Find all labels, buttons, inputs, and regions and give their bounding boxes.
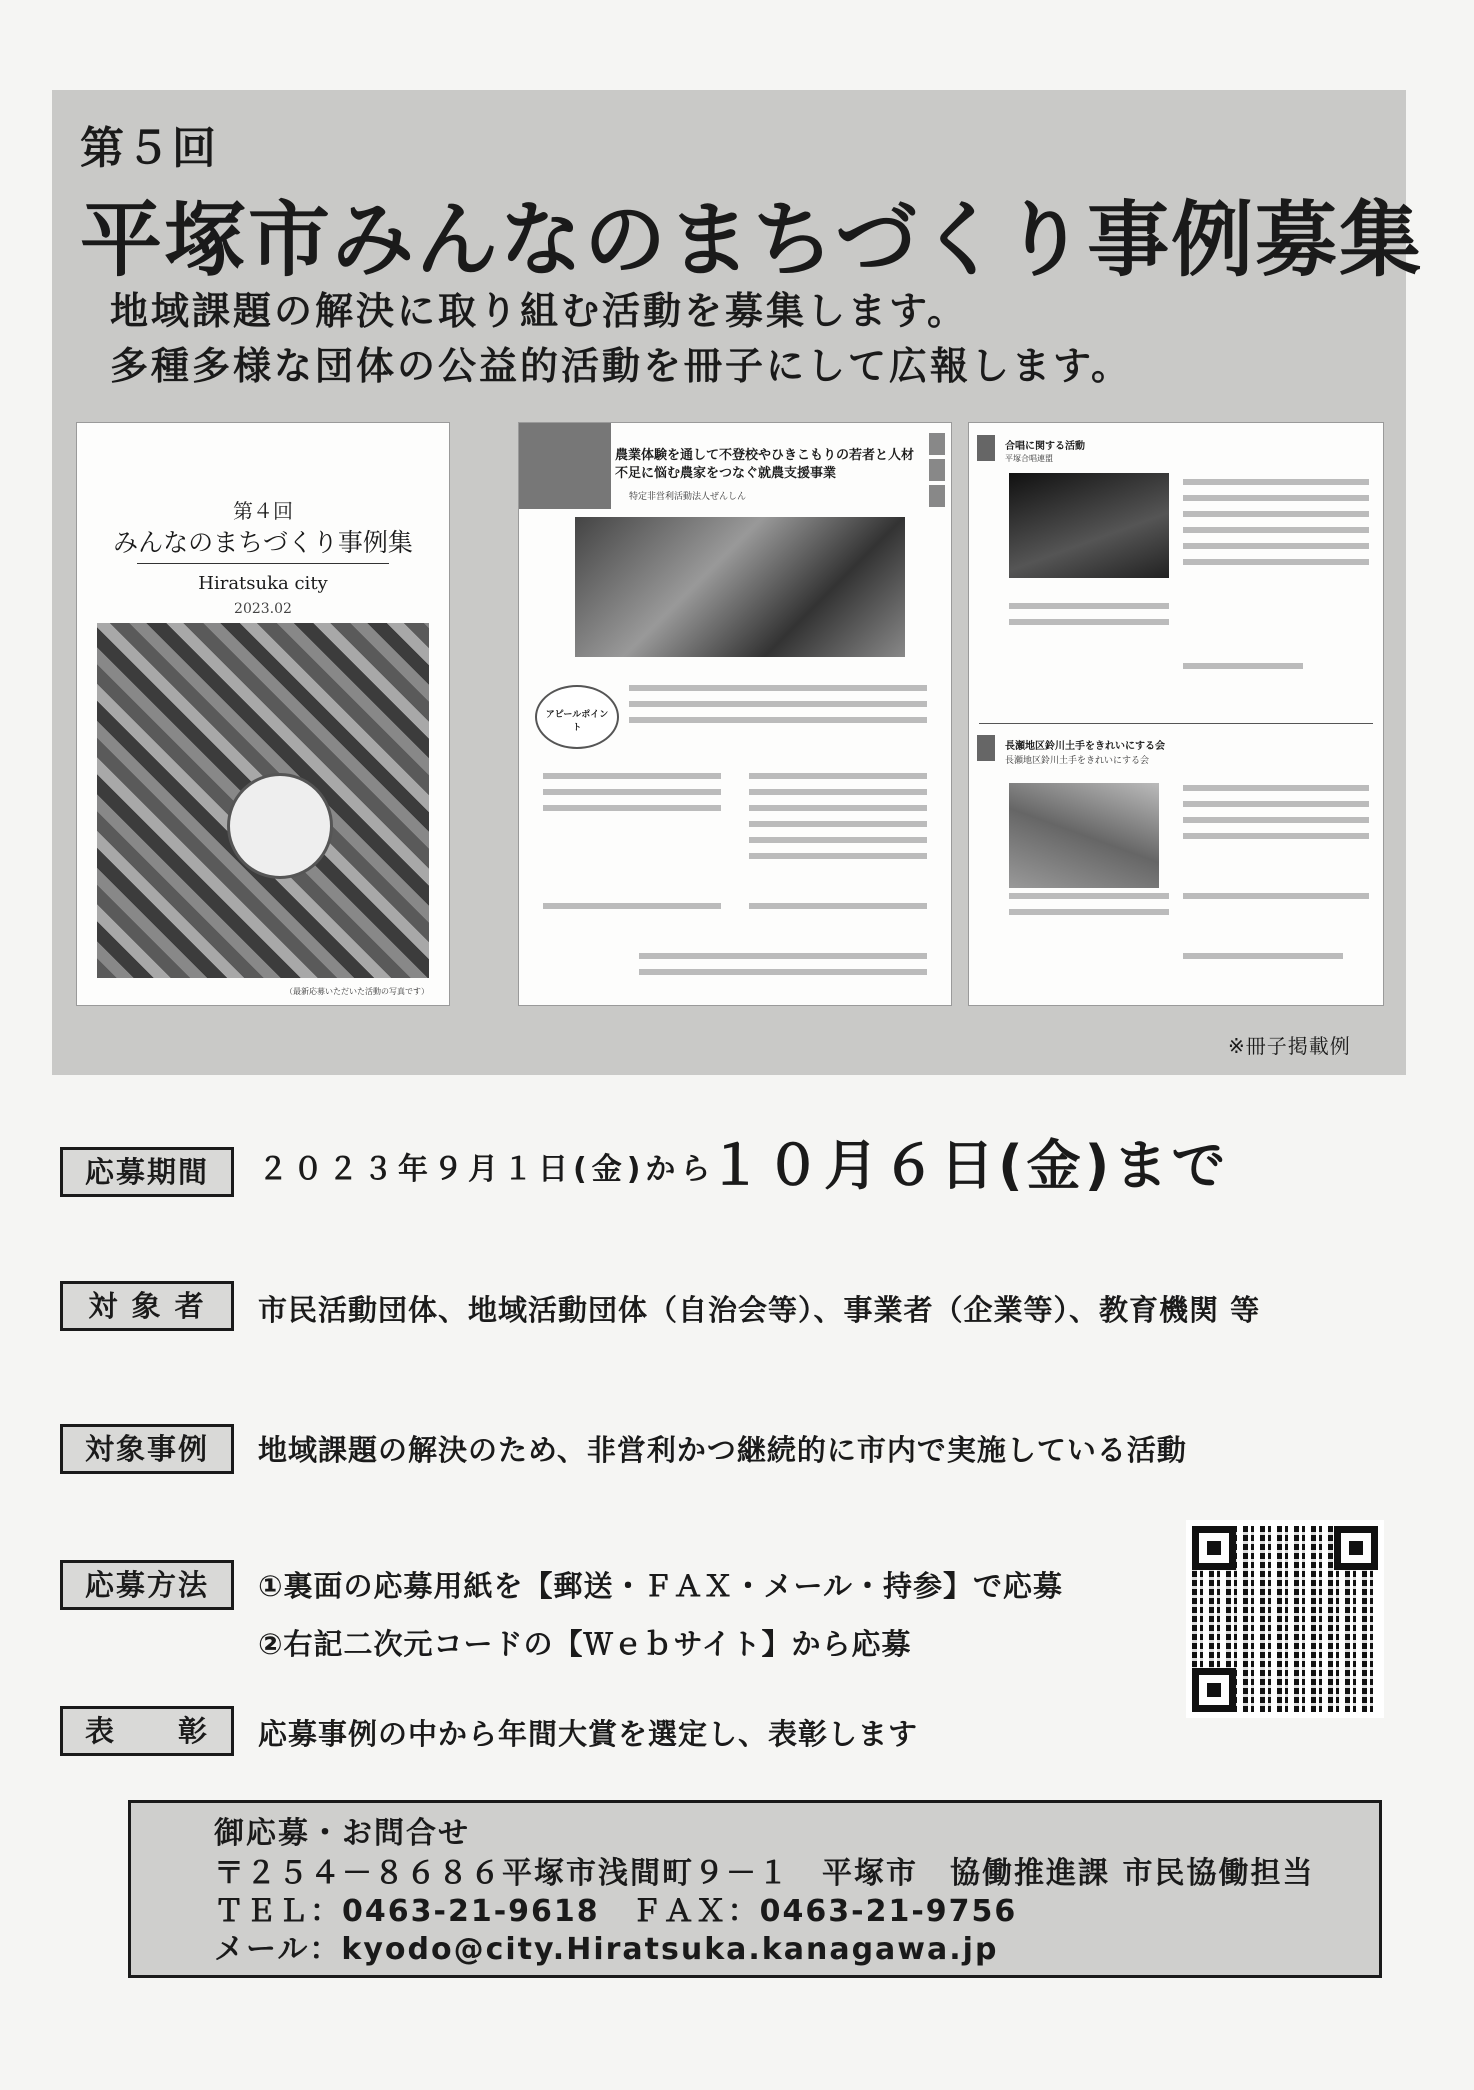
text-line [629, 717, 927, 723]
side-tab [929, 459, 945, 481]
text-line [629, 701, 927, 707]
appeal-point-label: アピールポイント [545, 710, 609, 733]
text-line [629, 685, 927, 691]
method-line-1: ①裏面の応募用紙を【郵送・ＦＡＸ・メール・持参】で応募 [258, 1569, 1063, 1603]
cover-date: 2023.02 [234, 601, 292, 617]
text-line [1009, 619, 1169, 625]
cover-edition: 第４回 [233, 499, 293, 523]
text-line [1009, 893, 1169, 899]
text-line [1183, 511, 1369, 517]
text-line [1183, 817, 1369, 823]
text-line [1183, 543, 1369, 549]
subtitle-2: 多種多様な団体の公益的活動を冊子にして広報します。 [110, 344, 1132, 388]
sample-3a-title: 合唱に関する活動 [1005, 441, 1085, 452]
booklet-sample-page-2 [518, 422, 952, 1006]
sample-3b-title: 長瀬地区鈴川土手をきれいにする会 [1005, 741, 1165, 752]
sample-3b-org: 長瀬地区鈴川土手をきれいにする会 [1005, 756, 1150, 766]
text-line [1183, 479, 1369, 485]
text-line [1183, 953, 1343, 959]
text-line [749, 903, 927, 909]
text-line [543, 773, 721, 779]
text-line [1183, 893, 1369, 899]
cover-divider [137, 563, 389, 564]
sample-2-photo [575, 517, 905, 657]
text-line [1183, 801, 1369, 807]
subtitle-1: 地域課題の解決に取り組む活動を募集します。 [110, 289, 968, 333]
text-line [749, 837, 927, 843]
contact-email[interactable]: メール：kyodo@city.Hiratsuka.kanagawa.jp [214, 1932, 999, 1967]
side-tab [929, 433, 945, 455]
qr-finder-icon [1334, 1526, 1378, 1570]
side-tab [929, 485, 945, 507]
award-badge [519, 423, 611, 509]
text-line [749, 789, 927, 795]
cases-label: 対象事例 [60, 1424, 234, 1474]
cover-city: Hiratsuka city [198, 573, 328, 594]
cover-seal-icon [227, 773, 333, 879]
text-line [749, 773, 927, 779]
sample-note: ※冊子掲載例 [1228, 1034, 1351, 1058]
method-line-2: ②右記二次元コードの【Ｗｅｂサイト】から応募 [258, 1627, 912, 1661]
section-badge [977, 735, 995, 761]
method-label: 応募方法 [60, 1560, 234, 1610]
text-line [543, 789, 721, 795]
booklet-cover [76, 422, 450, 1006]
period-end: １０月６日(金)まで [708, 1134, 1230, 1197]
sample-2-title: 農業体験を通して不登校やひきこもりの若者と人材不足に悩む農家をつなぐ就農支援事業 [615, 448, 915, 481]
text-line [1183, 495, 1369, 501]
cover-title: みんなのまちづくり事例集 [113, 528, 413, 557]
cover-caption: （最新応募いただいた活動の写真です） [285, 987, 429, 996]
period-start: ２０２３年９月１日(金)から [258, 1152, 716, 1187]
text-line [1183, 833, 1369, 839]
text-line [749, 853, 927, 859]
text-line [639, 953, 927, 959]
period-label: 応募期間 [60, 1147, 234, 1197]
qr-code-icon[interactable] [1186, 1520, 1384, 1718]
section-divider [979, 723, 1373, 724]
contact-phone-fax: ＴＥＬ：0463-21-9618 ＦＡＸ：0463-21-9756 [214, 1894, 1018, 1929]
cases-text: 地域課題の解決のため、非営利かつ継続的に市内で実施している活動 [258, 1433, 1187, 1467]
target-label: 対 象 者 [60, 1281, 234, 1331]
sample-2-org: 特定非営利活動法人ぜんしん [629, 492, 747, 502]
section-badge [977, 435, 995, 461]
text-line [749, 821, 927, 827]
booklet-sample-page-3 [968, 422, 1384, 1006]
award-label: 表 彰 [60, 1706, 234, 1756]
sample-3a-photo [1009, 473, 1169, 578]
text-line [639, 969, 927, 975]
text-line [749, 805, 927, 811]
award-text: 応募事例の中から年間大賞を選定し、表彰します [258, 1717, 919, 1751]
sample-3a-org: 平塚合唱連盟 [1005, 454, 1053, 463]
text-line [1183, 527, 1369, 533]
qr-finder-icon [1192, 1668, 1236, 1712]
qr-finder-icon [1192, 1526, 1236, 1570]
target-text: 市民活動団体、地域活動団体（自治会等）、事業者（企業等）、教育機関 等 [258, 1293, 1261, 1327]
edition-label: 第５回 [80, 123, 218, 174]
text-line [1183, 663, 1303, 669]
text-line [1183, 785, 1369, 791]
text-line [1183, 559, 1369, 565]
sample-3b-photo [1009, 783, 1159, 888]
text-line [1009, 909, 1169, 915]
text-line [1009, 603, 1169, 609]
page-title: 平塚市みんなのまちづくり事例募集 [80, 193, 1424, 288]
appeal-point-badge [535, 685, 619, 749]
text-line [543, 903, 721, 909]
contact-heading: 御応募・お問合せ [214, 1816, 470, 1851]
contact-address: 〒２５４－８６８６平塚市浅間町９－１ 平塚市 協働推進課 市民協働担当 [214, 1856, 1315, 1891]
text-line [543, 805, 721, 811]
